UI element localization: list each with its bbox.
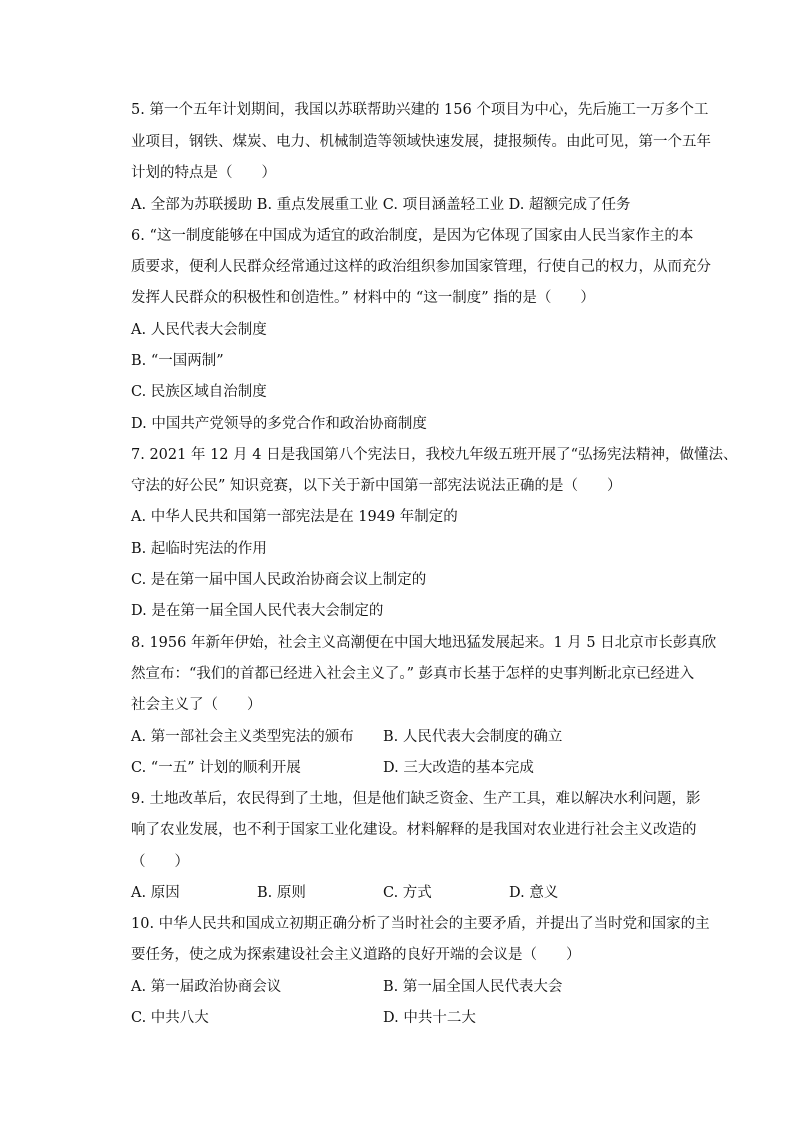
q7-option-b: B. 起临时宪法的作用 [131,541,267,557]
q8-stem-line-2: 然宣布：“我们的首都已经进入社会主义了。” 彭真市长基于怎样的史事判断北京已经进入 [131,666,695,682]
q8-option-a: A. 第一部社会主义类型宪法的颁布 [131,729,354,745]
q8-option-c: C. “一五” 计划的顺利开展 [131,760,301,776]
q5-stem-line-2: 业项目，钢铁、煤炭、电力、机械制造等领域快速发展，捷报频传。由此可见，第一个五年 [131,134,711,150]
q7-stem-line-2: 守法的好公民” 知识竞赛，以下关于新中国第一部宪法说法正确的是（ ） [131,478,622,494]
q8-option-d: D. 三大改造的基本完成 [383,760,534,776]
q10-option-d: D. 中共十二大 [383,1010,476,1026]
q9-stem-line-1: 9. 土地改革后，农民得到了土地，但是他们缺乏资金、生产工具，难以解决水利问题，影 [131,791,701,807]
q10-option-c: C. 中共八大 [131,1010,209,1026]
q7-stem-line-1: 7. 2021 年 12 月 4 日是我国第八个宪法日，我校九年级五班开展了“弘扬宪法精神，做懂法、 [131,447,738,463]
q6-stem-line-2: 质要求，便利人民群众经常通过这样的政治组织参加国家管理，行使自己的权力，从而充分 [131,259,711,275]
q7-option-a: A. 中华人民共和国第一部宪法是在 1949 年制定的 [131,509,458,525]
q10-option-b: B. 第一届全国人民代表大会 [383,979,563,995]
q10-stem-line-1: 10. 中华人民共和国成立初期正确分析了当时社会的主要矛盾，并提出了当时党和国家的主 [131,916,710,932]
q6-option-c: C. 民族区域自治制度 [131,384,267,400]
q9-stem-line-3: （ ） [131,854,189,870]
q9-option-a: A. 原因 [131,885,180,901]
q10-option-a: A. 第一届政治协商会议 [131,979,282,995]
q6-stem-line-1: 6. “这一制度能够在中国成为适宜的政治制度，是因为它体现了国家由人民当家作主的本 [131,228,694,244]
q10-stem-line-2: 要任务，使之成为探索建设社会主义道路的良好开端的会议是（ ） [131,947,581,963]
q8-stem-line-1: 8. 1956 年新年伊始，社会主义高潮便在中国大地迅猛发展起来。1 月 5 日北京市长彭真欣 [131,635,717,651]
q9-stem-line-2: 响了农业发展，也不利于国家工业化建设。材料解释的是我国对农业进行社会主义改造的 [131,822,697,838]
q6-option-d: D. 中国共产党领导的多党合作和政治协商制度 [131,416,427,432]
q9-option-b: B. 原则 [257,885,306,901]
q9-option-c: C. 方式 [383,885,432,901]
q5-stem-line-1: 5. 第一个五年计划期间，我国以苏联帮助兴建的 156 个项目为中心，先后施工一万多个工 [131,102,709,118]
q6-option-b: B. “一国两制” [131,353,224,369]
q7-option-d: D. 是在第一届全国人民代表大会制定的 [131,603,384,619]
q5-stem-line-3: 计划的特点是（ ） [131,165,276,181]
q5-options: A. 全部为苏联援助 B. 重点发展重工业 C. 项目涵盖轻工业 D. 超额完成了任务 [131,197,631,213]
q9-option-d: D. 意义 [509,885,559,901]
q6-option-a: A. 人民代表大会制度 [131,322,267,338]
q6-stem-line-3: 发挥人民群众的积极性和创造性。” 材料中的 “这一制度” 指的是（ ） [131,290,595,306]
q7-option-c: C. 是在第一届中国人民政治协商会议上制定的 [131,572,427,588]
q8-option-b: B. 人民代表大会制度的确立 [383,729,563,745]
q8-stem-line-3: 社会主义了（ ） [131,697,262,713]
